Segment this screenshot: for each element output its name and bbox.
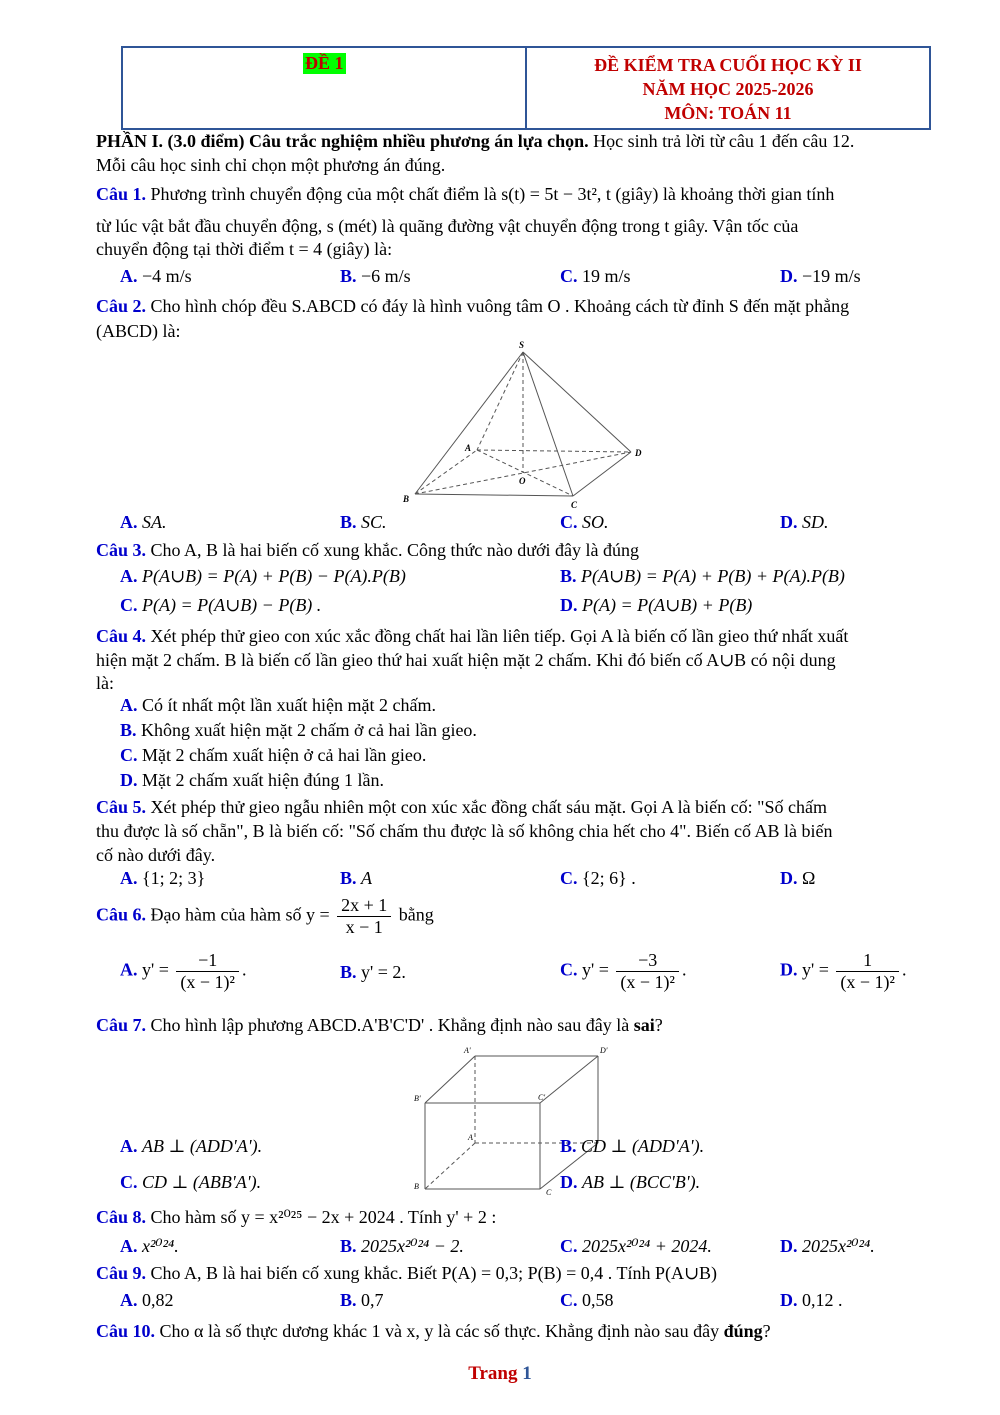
q7-emphasis: sai: [633, 1015, 655, 1035]
part1-intro-text: Học sinh trả lời từ câu 1 đến câu 12.: [588, 131, 855, 151]
exam-title: ĐỀ KIỂM TRA CUỐI HỌC KỲ II: [594, 55, 862, 75]
option-letter: A.: [120, 266, 138, 286]
footer-word: Trang: [468, 1363, 518, 1384]
option-letter: D.: [780, 512, 798, 532]
option-fraction: [176, 950, 239, 993]
q2-label: Câu 2.: [96, 296, 147, 316]
option-letter: C.: [120, 745, 138, 765]
q1-line3: chuyển động tại thời điểm t = 4 (giây) là:: [96, 239, 393, 259]
q5-line1: [96, 796, 956, 818]
option-letter: B.: [560, 566, 577, 586]
header-box: [121, 46, 931, 130]
q4-option-c[interactable]: [120, 745, 426, 766]
q4-option-a[interactable]: [120, 695, 436, 716]
q8-line1: [96, 1206, 956, 1228]
option-text: AB ⊥ (ADD'A').: [142, 1136, 263, 1156]
q3-option-a[interactable]: [120, 566, 406, 587]
option-text: P(A∪B) = P(A) + P(B) + P(A).P(B): [581, 566, 845, 586]
q10-text1: Cho α là số thực dương khác 1 và x, y là các số thực. Khẳng định nào sau đây: [155, 1321, 724, 1341]
label-C: C: [571, 500, 578, 510]
q5-line2: thu được là số chẵn", B là biến cố: "Số chấm thu được là số không chia hết cho 4". Biến cố AB là biến: [96, 821, 833, 841]
option-text: Ω: [802, 868, 816, 888]
option-text: 0,12 .: [802, 1290, 843, 1310]
q9-option-c[interactable]: [560, 1290, 614, 1311]
label-B1: B': [414, 1094, 421, 1103]
option-letter: C.: [560, 512, 578, 532]
q9-label: Câu 9.: [96, 1263, 147, 1283]
option-text: 2025x²⁰²⁴ − 2.: [361, 1236, 464, 1256]
option-fraction: [616, 950, 679, 993]
q2-text1: Cho hình chóp đều S.ABCD có đáy là hình vuông tâm O . Khoảng cách từ đỉnh S đến mặt phẳng: [146, 296, 850, 316]
q8-option-c[interactable]: [560, 1236, 712, 1257]
label-D1: D': [600, 1046, 608, 1055]
option-letter: C.: [120, 595, 138, 615]
option-letter: A.: [120, 959, 138, 980]
q1-text1: Phương trình chuyển động của một chất điểm là s(t) = 5t − 3t², t (giây) là khoảng thời gian tính: [146, 184, 835, 204]
option-letter: A.: [120, 868, 138, 888]
q10-emphasis: đúng: [723, 1321, 763, 1341]
q2-line1: [96, 295, 956, 317]
label-B: B: [403, 494, 410, 504]
option-letter: B.: [340, 1290, 357, 1310]
option-text: 2025x²⁰²⁴.: [802, 1236, 875, 1256]
q6-option-a[interactable]: [120, 950, 246, 993]
q5-option-b[interactable]: [340, 868, 372, 889]
option-letter: D.: [780, 1236, 798, 1256]
option-fraction: [836, 950, 899, 993]
fraction-numerator: 2x + 1: [337, 895, 391, 917]
option-text: CD ⊥ (ABB'A').: [142, 1172, 262, 1192]
option-letter: D.: [780, 959, 798, 980]
label-S: S: [519, 340, 525, 350]
option-text: 19 m/s: [582, 266, 631, 286]
label-A1: A': [464, 1046, 471, 1055]
q8-option-b[interactable]: [340, 1236, 464, 1257]
option-letter: A.: [120, 695, 138, 715]
q3-text1: Cho A, B là hai biến cố xung khắc. Công thức nào dưới đây là đúng: [146, 540, 639, 560]
option-letter: D.: [780, 266, 798, 286]
q5-text1: Xét phép thử gieo ngẫu nhiên một con xúc xắc đồng chất sáu mặt. Gọi A là biến cố: "Số chấm: [146, 797, 827, 817]
option-text: 0,7: [361, 1290, 384, 1310]
option-post: .: [241, 959, 247, 980]
q7-option-a[interactable]: [120, 1136, 262, 1157]
option-text: P(A∪B) = P(A) + P(B) − P(A).P(B): [142, 566, 406, 586]
q6-option-d[interactable]: [780, 950, 906, 993]
q6-text-b: bằng: [394, 904, 434, 925]
pyramid-figure: [395, 338, 665, 510]
q9-option-a[interactable]: [120, 1290, 174, 1311]
option-text: SD.: [802, 512, 829, 532]
option-pre: y' =: [802, 959, 834, 980]
option-post: .: [901, 959, 907, 980]
option-pre: y' =: [142, 959, 174, 980]
option-letter: A.: [120, 1290, 138, 1310]
option-text: x²⁰²⁴.: [142, 1236, 179, 1256]
q4-option-d[interactable]: [120, 770, 384, 791]
q9-text1: Cho A, B là hai biến cố xung khắc. Biết P(A) = 0,3; P(B) = 0,4 . Tính P(A∪B): [146, 1263, 718, 1283]
option-letter: D.: [560, 595, 578, 615]
option-text: 2025x²⁰²⁴ + 2024.: [582, 1236, 712, 1256]
q3-option-c[interactable]: [120, 595, 321, 616]
label-A: A: [465, 443, 472, 453]
option-letter: D.: [120, 770, 138, 790]
option-text: SO.: [582, 512, 609, 532]
q4-line3: là:: [96, 673, 114, 693]
label-D: D: [635, 448, 642, 458]
header-left-cell: [123, 48, 527, 128]
q7-option-c[interactable]: [120, 1172, 261, 1193]
option-letter: B.: [340, 512, 357, 532]
option-letter: C.: [560, 868, 578, 888]
option-text: −19 m/s: [802, 266, 861, 286]
option-text: Có ít nhất một lần xuất hiện mặt 2 chấm.: [142, 695, 436, 715]
option-text: SA.: [142, 512, 167, 532]
option-text: Không xuất hiện mặt 2 chấm ở cả hai lần gieo.: [141, 720, 477, 740]
q9-option-b[interactable]: [340, 1290, 384, 1311]
option-letter: C.: [560, 959, 578, 980]
q5-option-a[interactable]: [120, 868, 205, 889]
q3-option-d[interactable]: [560, 595, 752, 616]
q9-option-d[interactable]: [780, 1290, 843, 1311]
part1-intro: [96, 130, 956, 152]
q1-option-b[interactable]: [340, 266, 411, 287]
fraction-numerator: 1: [836, 950, 899, 972]
option-text: AB ⊥ (BCC'B').: [582, 1172, 701, 1192]
q5-label: Câu 5.: [96, 797, 147, 817]
page-number: 1: [522, 1363, 532, 1384]
label-A: A: [468, 1133, 473, 1142]
q1-line1: [96, 183, 956, 205]
q10-line1: [96, 1320, 956, 1342]
q2-option-d[interactable]: [780, 512, 829, 533]
q10-end: ?: [762, 1321, 771, 1341]
option-letter: A.: [120, 1136, 138, 1156]
label-C1: C': [538, 1093, 546, 1102]
option-text: {2; 6} .: [582, 868, 636, 888]
q7-option-b[interactable]: [560, 1136, 704, 1157]
option-text: A: [361, 868, 373, 888]
part1-heading: PHẦN I. (3.0 điểm) Câu trắc nghiệm nhiều phương án lựa chọn.: [96, 131, 589, 151]
option-text: {1; 2; 3}: [142, 868, 206, 888]
option-letter: C.: [120, 1172, 138, 1192]
q4-text1: Xét phép thử gieo con xúc xắc đồng chất hai lần liên tiếp. Gọi A là biến cố lần gieo thứ nhất xuất: [146, 626, 849, 646]
option-letter: A.: [120, 1236, 138, 1256]
option-text: SC.: [361, 512, 387, 532]
q5-option-d[interactable]: [780, 868, 815, 889]
fraction-numerator: −1: [176, 950, 239, 972]
q8-option-d[interactable]: [780, 1236, 875, 1257]
option-letter: A.: [120, 512, 138, 532]
option-text: −4 m/s: [142, 266, 192, 286]
fraction-denominator: x − 1: [345, 917, 383, 937]
page-footer: [0, 1363, 1000, 1385]
q9-line1: [96, 1262, 956, 1284]
option-letter: C.: [560, 1290, 578, 1310]
q1-option-c[interactable]: [560, 266, 631, 287]
fraction-numerator: −3: [616, 950, 679, 972]
q4-option-b[interactable]: [120, 720, 477, 741]
label-C: C: [546, 1188, 552, 1197]
q1-option-d[interactable]: [780, 266, 861, 287]
q2-option-c[interactable]: [560, 512, 609, 533]
fraction-denominator: (x − 1)²: [620, 972, 675, 992]
option-text: Mặt 2 chấm xuất hiện đúng 1 lần.: [142, 770, 384, 790]
option-letter: D.: [780, 1290, 798, 1310]
q5-line3: cố nào dưới đây.: [96, 845, 216, 865]
option-letter: B.: [340, 266, 357, 286]
option-letter: D.: [560, 1172, 578, 1192]
header-right-cell: [527, 48, 929, 128]
q7-label: Câu 7.: [96, 1015, 147, 1035]
option-post: .: [681, 959, 687, 980]
option-text: Mặt 2 chấm xuất hiện ở cả hai lần gieo.: [142, 745, 427, 765]
q2-option-b[interactable]: [340, 512, 387, 533]
q6-stem: [96, 895, 434, 938]
option-letter: B.: [340, 868, 357, 888]
q6-option-b[interactable]: [340, 962, 406, 983]
q2-line2: (ABCD) là:: [96, 321, 181, 341]
label-B: B: [414, 1182, 419, 1191]
fraction-denominator: (x − 1)²: [180, 972, 235, 992]
option-pre: y' =: [582, 959, 614, 980]
q7-text1: Cho hình lập phương ABCD.A'B'C'D' . Khẳng định nào sau đây là: [146, 1015, 634, 1035]
q6-label: Câu 6.: [96, 904, 147, 925]
q4-line2: hiện mặt 2 chấm. B là biến cố lần gieo thứ hai xuất hiện mặt 2 chấm. Khi đó biến cố A∪B có nội dung: [96, 650, 836, 670]
option-text: 0,58: [582, 1290, 614, 1310]
option-letter: A.: [120, 566, 138, 586]
part1-intro-2: Mỗi câu học sinh chỉ chọn một phương án đúng.: [96, 155, 446, 175]
q8-text1: Cho hàm số y = x²⁰²⁵ − 2x + 2024 . Tính y' + 2 :: [146, 1207, 497, 1227]
option-text: P(A) = P(A∪B) − P(B) .: [142, 595, 322, 615]
option-letter: D.: [780, 868, 798, 888]
q6-option-c[interactable]: [560, 950, 686, 993]
option-letter: B.: [120, 720, 137, 740]
option-text: y' = 2.: [361, 962, 406, 982]
q4-line1: [96, 625, 956, 647]
q7-option-d[interactable]: [560, 1172, 700, 1193]
fraction-denominator: (x − 1)²: [840, 972, 895, 992]
q6-text-a: Đạo hàm của hàm số y =: [146, 904, 335, 925]
q7-line1: [96, 1014, 956, 1036]
option-text: P(A) = P(A∪B) + P(B): [582, 595, 753, 615]
q1-option-a[interactable]: [120, 266, 192, 287]
q4-label: Câu 4.: [96, 626, 147, 646]
q5-option-c[interactable]: [560, 868, 636, 889]
q8-option-a[interactable]: [120, 1236, 179, 1257]
q1-label: Câu 1.: [96, 184, 147, 204]
q6-function-fraction: [337, 895, 391, 938]
option-letter: B.: [340, 1236, 357, 1256]
q2-option-a[interactable]: [120, 512, 167, 533]
school-year: NĂM HỌC 2025-2026: [642, 79, 814, 99]
q3-line1: [96, 539, 956, 561]
q7-end: ?: [654, 1015, 663, 1035]
option-letter: C.: [560, 1236, 578, 1256]
option-text: CD ⊥ (ADD'A').: [581, 1136, 705, 1156]
q8-label: Câu 8.: [96, 1207, 147, 1227]
option-letter: B.: [560, 1136, 577, 1156]
q3-label: Câu 3.: [96, 540, 147, 560]
option-letter: B.: [340, 962, 357, 982]
q3-option-b[interactable]: [560, 566, 845, 587]
label-O: O: [519, 476, 526, 486]
option-letter: C.: [560, 266, 578, 286]
option-text: 0,82: [142, 1290, 174, 1310]
q10-label: Câu 10.: [96, 1321, 156, 1341]
q1-line2: từ lúc vật bắt đầu chuyển động, s (mét) là quãng đường vật chuyển động trong t giây. Vận tốc của: [96, 216, 799, 236]
option-text: −6 m/s: [361, 266, 411, 286]
subject: MÔN: TOÁN 11: [664, 103, 792, 123]
exam-code: ĐỀ 1: [305, 53, 344, 73]
